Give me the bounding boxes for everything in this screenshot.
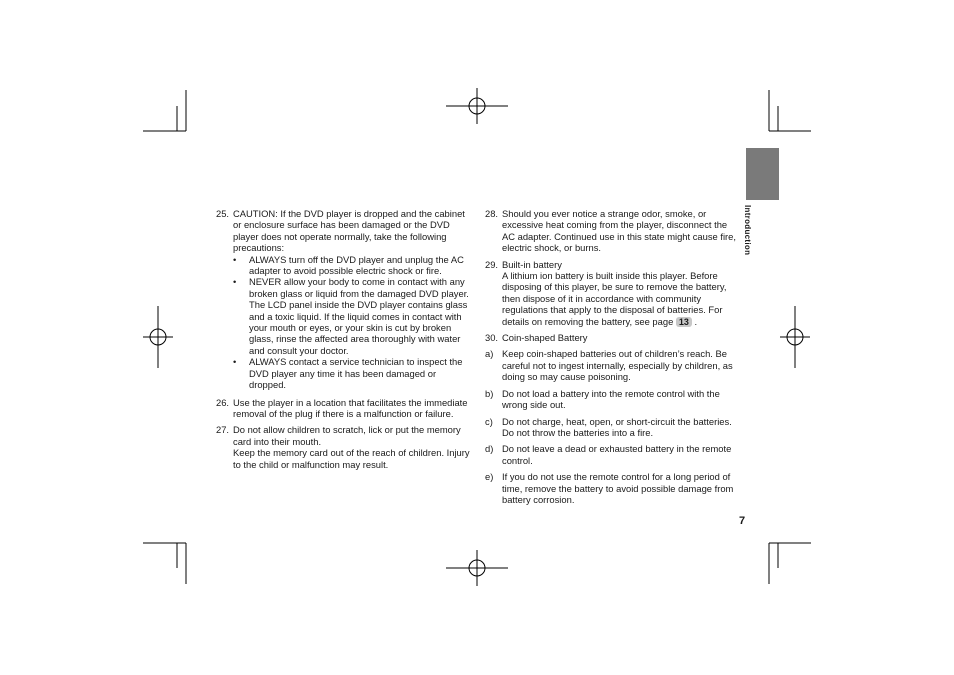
item-25-text: CAUTION: If the DVD player is dropped and the cabinet or enclosure surface has been damaged or the DVD player does not operate normally, take the following precautions: [233,208,465,254]
section-tab-label: Introduction [743,205,752,256]
safety-item-25: 25. CAUTION: If the DVD player is dropped and the cabinet or enclosure surface has been damaged or the DVD player does not operate normally, take the following precautions: • ALWAYS turn off the DVD player and unplug the AC adapter to avoid possible electric shock or fire. • NEVER allow your body to come in contact with any broken glass or liquid from the damaged DVD player. The LCD panel inside the DVD player contains glass and a toxic liquid. If the liquid comes in contact with your mouth or eyes, or your skin is cut by broken glass, rinse the affected area thoroughly with water and consult your doctor. • ALWAYS contact a service technician to inspect the DVD player any time it has been damaged or dropped. [216,208,474,391]
item-26-text: Use the player in a location that facilitates the immediate removal of the plug if there is a malfunction or failure. [233,396,468,419]
section-tab [746,148,779,200]
safety-item-29: 29. Built-in battery A lithium ion battery is built inside this player. Before disposing of this player, be sure to remove the battery, then dispose of it in accordance with community regulations that apply to the disposal of batteries. For details on removing the battery, see page 13 . [485,259,740,327]
sub-item-e: e) If you do not use the remote control for a long period of time, remove the battery to avoid possible damage from battery corrosion. [485,471,734,505]
bullet-item: • NEVER allow your body to come in contact with any broken glass or liquid from the damaged DVD player. The LCD panel inside the DVD player contains glass and a toxic liquid. If the liquid comes in contact with your mouth or eyes, or your skin is cut by broken glass, rinse the affected area thoroughly with water and consult your doctor. [233,276,469,356]
sub-item-d: d) Do not leave a dead or exhausted battery in the remote control. [485,443,732,466]
page-reference[interactable]: 13 [676,317,692,327]
item-29-text: A lithium ion battery is built inside this player. Before disposing of this player, be sure to remove the battery, then dispose of it in accordance with community regulations that apply to the disposal of batteries. For details on removing the battery, see page 13 . [502,270,727,327]
right-column [485,208,740,505]
item-27-text-2: Keep the memory card out of the reach of children. Injury to the child or malfunction may result. [233,447,470,470]
page-number: 7 [739,515,746,527]
bullet-item: • ALWAYS turn off the DVD player and unplug the AC adapter to avoid possible electric shock or fire. [233,253,464,277]
bullet-icon: • [233,253,237,265]
item-30-title: Coin-shaped Battery [502,332,588,344]
safety-item-28: 28. Should you ever notice a strange odor, smoke, or excessive heat coming from the player, disconnect the AC adapter. Continued use in this state might cause fire, electric shock, or burns. [485,208,740,254]
safety-item-27: 27. Do not allow children to scratch, lick or put the memory card into their mouth. Keep the memory card out of the reach of children. Injury to the child or malfunction may result. [216,424,474,470]
left-column [216,208,474,470]
sub-item-c: c) Do not charge, heat, open, or short-circuit the batteries. Do not throw the batteries into a fire. [485,415,732,438]
sub-item-a: a) Keep coin-shaped batteries out of children’s reach. Be careful not to ingest internally, especially by children, as doing so may cause poisoning. [485,348,733,383]
item-27-text: Do not allow children to scratch, lick or put the memory card into their mouth. [233,424,461,447]
item-28-text: Should you ever notice a strange odor, smoke, or excessive heat coming from the player, disconnect the AC adapter. Continued use in this state might cause fire, electric shock, or burns. [502,208,736,254]
safety-item-30: 30. Coin-shaped Battery [485,332,740,343]
bullet-icon: • [233,276,237,288]
sub-item-b: b) Do not load a battery into the remote control with the wrong side out. [485,387,720,411]
safety-item-26: 26. Use the player in a location that facilitates the immediate removal of the plug if there is a malfunction or failure. [216,397,474,420]
bullet-item: • ALWAYS contact a service technician to inspect the DVD player any time it has been damaged or dropped. [233,356,463,391]
bullet-icon: • [233,356,237,368]
item-29-title: Built-in battery [502,258,562,270]
